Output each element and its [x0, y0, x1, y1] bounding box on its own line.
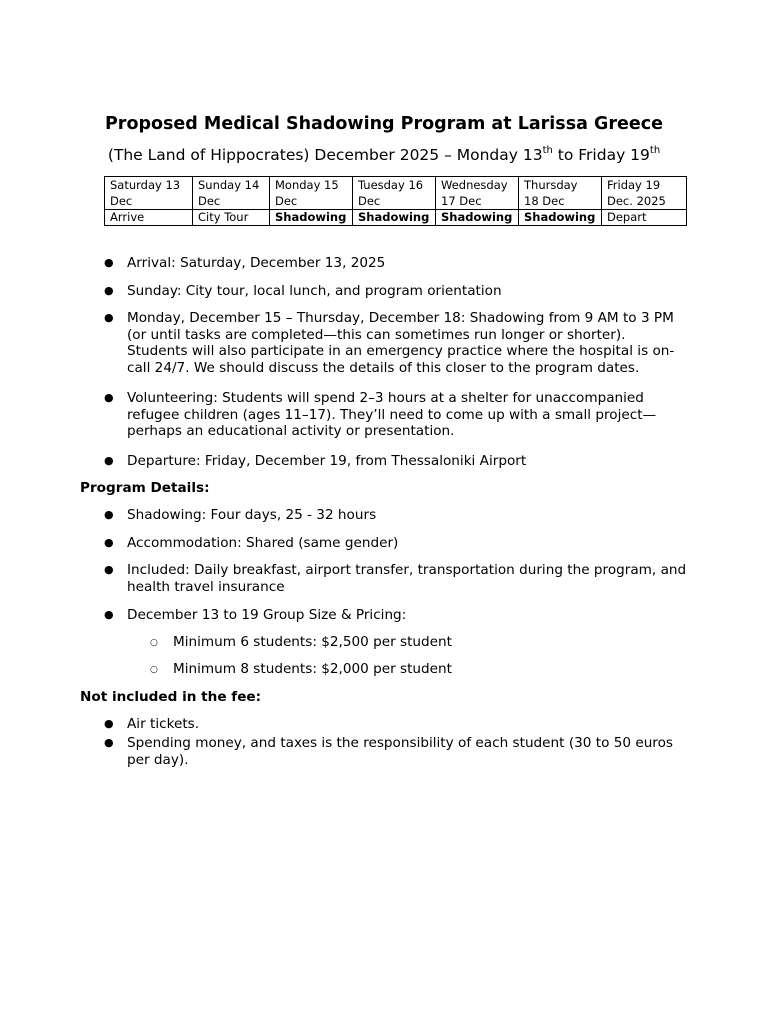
bullet-icon: ●: [104, 736, 114, 749]
bullet-icon: ●: [104, 717, 114, 730]
circle-bullet-icon: ○: [150, 665, 158, 675]
list-item-text: Arrival: Saturday, December 13, 2025: [127, 255, 386, 271]
list-item: [104, 716, 687, 733]
schedule-activity-cell: Shadowing: [270, 210, 353, 226]
list-item: [104, 453, 687, 470]
circle-bullet-icon: ○: [150, 638, 158, 648]
list-item: [104, 607, 687, 624]
bullet-icon: ●: [104, 536, 114, 549]
bullet-icon: ●: [104, 311, 114, 324]
pricing-item-text: Minimum 8 students: $2,000 per student: [173, 661, 452, 677]
document-title: Proposed Medical Shadowing Program at Larissa Greece: [104, 114, 664, 134]
list-item-text: Air tickets.: [127, 716, 200, 732]
schedule-activity-row: [105, 210, 687, 226]
schedule-activity-cell: Shadowing: [353, 210, 436, 226]
bullet-icon: ●: [104, 454, 114, 467]
list-item: [104, 735, 687, 768]
list-item: [104, 283, 687, 300]
pricing-item-text: Minimum 6 students: $2,500 per student: [173, 634, 452, 650]
list-item: [104, 562, 687, 595]
day-date: 18 Dec: [524, 194, 565, 208]
list-item-text: Accommodation: Shared (same gender): [127, 535, 399, 551]
list-item-text: Included: Daily breakfast, airport transfer, transportation during the program, and health travel insurance: [127, 562, 687, 595]
bullet-icon: ●: [104, 391, 114, 404]
list-item-text: Volunteering: Students will spend 2–3 hours at a shelter for unaccompanied refugee children (ages 11–17). They’ll need to come up with a small project—perhaps an educational activity or presentation.: [127, 390, 657, 439]
bullet-icon: ●: [104, 508, 114, 521]
day-name: Thursday: [524, 178, 578, 192]
subtitle-superscript-2: th: [649, 144, 661, 156]
pricing-item: [150, 661, 693, 678]
list-item: [104, 255, 687, 272]
list-item: [104, 310, 687, 376]
day-name: Tuesday 16: [358, 178, 424, 192]
list-item-text: Monday, December 15 – Thursday, December 18: Shadowing from 9 AM to 3 PM (or until tasks are completed—this can sometimes run longer or shorter). Students will also participate in an emergency practice where the hospital is on-call 24/7. We should discuss the details of this closer to the program dates.: [127, 310, 675, 376]
list-item-text: Sunday: City tour, local lunch, and program orientation: [127, 283, 502, 299]
bullet-icon: ●: [104, 563, 114, 576]
bullet-icon: ●: [104, 608, 114, 621]
schedule-activity-cell: City Tour: [193, 210, 270, 226]
bullet-icon: ●: [104, 284, 114, 297]
day-name: Saturday 13: [110, 178, 181, 192]
document-subtitle: [0, 143, 768, 167]
schedule-activity-cell: Arrive: [105, 210, 193, 226]
day-date: Dec: [275, 194, 298, 208]
schedule-day-cell: [353, 177, 436, 210]
list-item: [104, 507, 687, 524]
day-date: Dec: [358, 194, 381, 208]
day-date: 17 Dec: [441, 194, 482, 208]
schedule-activity-cell: Shadowing: [519, 210, 602, 226]
list-item-text: December 13 to 19 Group Size & Pricing:: [127, 607, 407, 623]
day-name: Sunday 14: [198, 178, 260, 192]
schedule-day-cell: [436, 177, 519, 210]
day-date: Dec: [110, 194, 133, 208]
subtitle-middle: to Friday 19: [552, 146, 650, 164]
pricing-item: [150, 634, 693, 651]
subtitle-superscript-1: th: [542, 144, 553, 156]
list-item: [104, 390, 687, 440]
schedule-day-cell: [105, 177, 193, 210]
schedule-table: [104, 176, 687, 226]
schedule-day-cell: [602, 177, 687, 210]
schedule-activity-cell: Depart: [602, 210, 687, 226]
day-date: Dec: [198, 194, 221, 208]
day-name: Friday 19: [607, 178, 661, 192]
schedule-day-cell: [519, 177, 602, 210]
not-included-heading: Not included in the fee:: [80, 689, 262, 705]
list-item-text: Departure: Friday, December 19, from Thessaloniki Airport: [127, 453, 527, 469]
schedule-activity-cell: Shadowing: [436, 210, 519, 226]
schedule-day-cell: [270, 177, 353, 210]
day-date: Dec. 2025: [607, 194, 666, 208]
schedule-day-cell: [193, 177, 270, 210]
day-name: Wednesday: [441, 178, 508, 192]
bullet-icon: ●: [104, 256, 114, 269]
day-name: Monday 15: [275, 178, 339, 192]
subtitle-prefix: (The Land of Hippocrates) December 2025 – Monday 13: [107, 146, 543, 164]
list-item-text: Spending money, and taxes is the responsibility of each student (30 to 50 euros per day).: [127, 735, 673, 768]
program-details-heading: Program Details:: [80, 480, 210, 496]
list-item-text: Shadowing: Four days, 25 - 32 hours: [127, 507, 377, 523]
list-item: [104, 535, 687, 552]
schedule-day-row: [105, 177, 687, 210]
